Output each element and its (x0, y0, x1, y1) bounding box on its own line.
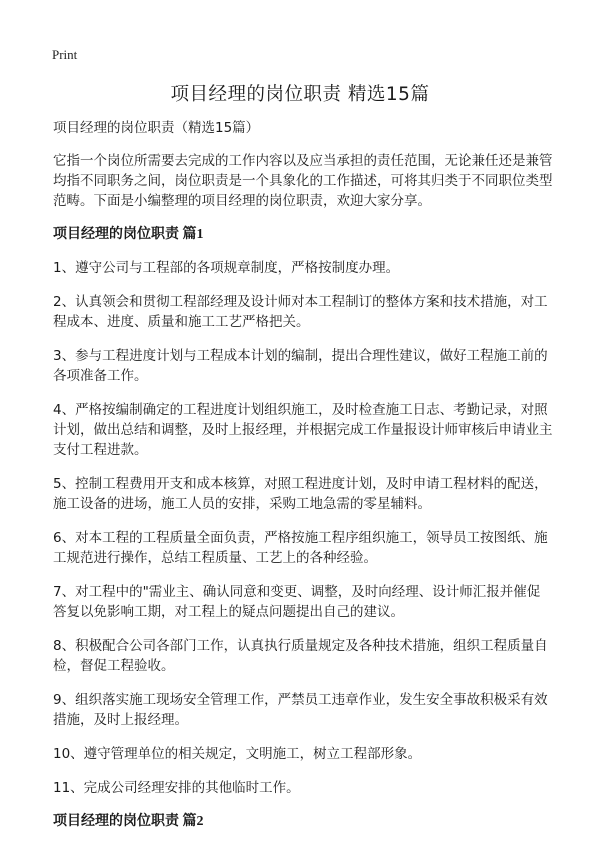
duty-item: 11、完成公司经理安排的其他临时工作。 (53, 780, 300, 796)
duty-item: 2、认真领会和贯彻工程部经理及设计师对本工程制订的整体方案和技术措施，对工程成本、进度、质量和施工工艺严格把关。 (53, 294, 548, 330)
section-heading: 项目经理的岗位职责 篇2 (53, 814, 204, 829)
intro-paragraph: 它指一个岗位所需要去完成的工作内容以及应当承担的责任范围，无论兼任还是兼管均指不同职务之间，岗位职责是一个具象化的工作描述，可将其归类于不同职位类型范畴。下面是小编整理的项目经理的岗位职责，欢迎大家分享。 (53, 153, 553, 209)
document-subtitle: 项目经理的岗位职责（精选15篇） (53, 120, 260, 136)
document-title: 项目经理的岗位职责 精选15篇 (170, 84, 430, 105)
duty-item: 3、参与工程进度计划与工程成本计划的编制，提出合理性建议，做好工程施工前的各项准备工作。 (53, 348, 548, 384)
duty-item: 5、控制工程费用开支和成本核算，对照工程进度计划，及时申请工程材料的配送，施工设备的进场，施工人员的安排，采购工地急需的零星辅料。 (53, 476, 548, 512)
duty-item: 9、组织落实施工现场安全管理工作，严禁员工违章作业，发生安全事故积极采有效措施，及时上报经理。 (53, 692, 548, 728)
section-heading: 项目经理的岗位职责 篇1 (53, 227, 204, 242)
duty-item: 10、遵守管理单位的相关规定，文明施工，树立工程部形象。 (53, 746, 422, 762)
duty-item: 7、对工程中的"需业主、确认同意和变更、调整，及时向经理、设计师汇报并催促答复以免影响工期，对工程上的疑点问题提出自己的建议。 (53, 584, 541, 620)
duty-item: 6、对本工程的工程质量全面负责，严格按施工程序组织施工，领导员工按图纸、施工规范进行操作，总结工程质量、工艺上的各种经验。 (53, 530, 548, 566)
duty-item: 1、遵守公司与工程部的各项规章制度，严格按制度办理。 (53, 260, 400, 276)
print-label: Print (52, 47, 78, 62)
document-body (53, 118, 553, 845)
duty-item: 8、积极配合公司各部门工作，认真执行质量规定及各种技术措施，组织工程质量自检，督促工程验收。 (53, 638, 548, 674)
duty-item: 4、严格按编制确定的工程进度计划组织施工，及时检查施工日志、考勤记录，对照计划，做出总结和调整，及时上报经理，并根据完成工作量报设计师审核后申请业主支付工程进款。 (53, 402, 553, 458)
